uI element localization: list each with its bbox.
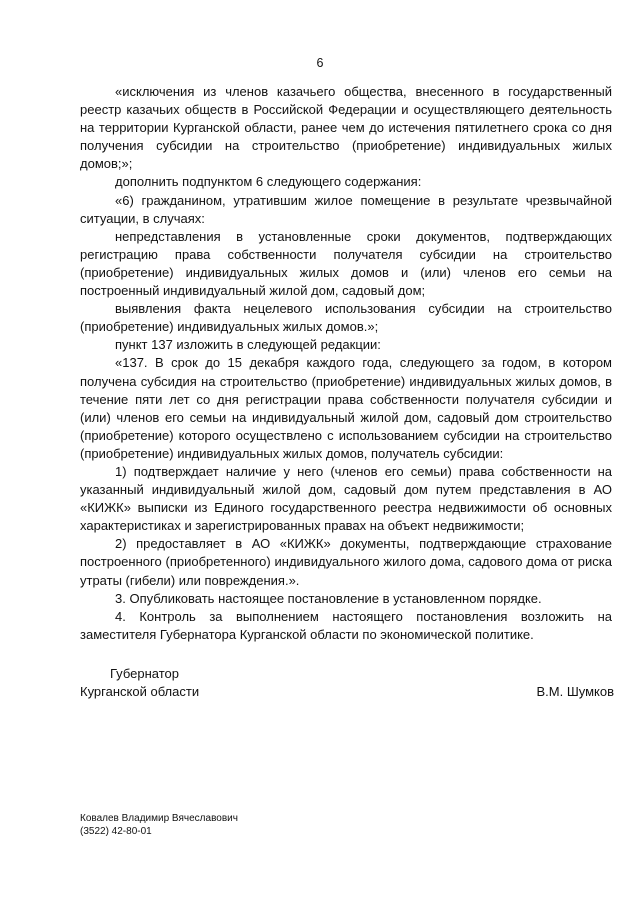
paragraph: 4. Контроль за выполнением настоящего постановления возложить на заместителя Губернатора Курганской области по экономической политике. [80, 608, 612, 642]
paragraph: 3. Опубликовать настоящее постановление в установленном порядке. [115, 590, 542, 606]
signatory-region: Курганской области [80, 684, 200, 699]
paragraph: «6) гражданином, утратившим жилое помещение в результате чрезвычайной ситуации, в случаях: [80, 192, 612, 226]
signature-block [80, 665, 614, 701]
executor-name: Ковалев Владимир Вячеславович [80, 813, 238, 824]
paragraph: 1) подтверждает наличие у него (членов его семьи) права собственности на указанный индивидуальный жилой дом, садовый дом путем представления в АО «КИЖК» выписки из Единого государственного реестра недвижимости об основных характеристиках и зарегистрированных правах на объект недвижимости; [80, 463, 612, 534]
paragraph: дополнить подпунктом 6 следующего содержания: [115, 174, 422, 190]
document-body [80, 83, 612, 644]
paragraph: «137. В срок до 15 декабря каждого года, следующего за годом, в котором получена субсидия на строительство (приобретение) индивидуальных жилых домов, в течение пяти лет со дня регистрации права собственности получателя субсидии и (или) членов его семьи на индивидуальный жилой дом, садовый дом строительство (приобретение) которого осуществлено с использованием субсидии на строительство (приобретение) индивидуальных жилых домов, получатель субсидии: [80, 355, 612, 461]
paragraph: пункт 137 изложить в следующей редакции: [115, 337, 381, 353]
paragraph: непредставления в установленные сроки документов, подтверждающих регистрацию права собственности получателя субсидии на строительство (приобретение) индивидуальных жилых домов и (или) членов его семьи на построенный индивидуальный жилой дом, садовый дом; [80, 228, 612, 299]
executor-phone: (3522) 42-80-01 [80, 826, 152, 837]
signatory-name: В.М. Шумков [536, 684, 614, 699]
paragraph: 2) предоставляет в АО «КИЖК» документы, подтверждающие страхование построенного (приобретенного) индивидуального жилого дома, садового дома от риска утраты (гибели) или повреждения.». [80, 536, 612, 588]
paragraph: выявления факта нецелевого использования субсидии на строительство (приобретение) индивидуальных жилых домов.»; [80, 301, 612, 335]
page-number: 6 [316, 56, 324, 70]
executor-block [80, 812, 238, 838]
signatory-title: Губернатор [110, 666, 179, 681]
paragraph: «исключения из членов казачьего общества, внесенного в государственный реестр казачьих обществ в Российской Федерации и осуществляющего деятельность на территории Курганской области, ранее чем до истечения пятилетнего срока со дня получения субсидии на строительство (приобретение) индивидуальных жилых домов;»; [80, 84, 612, 172]
